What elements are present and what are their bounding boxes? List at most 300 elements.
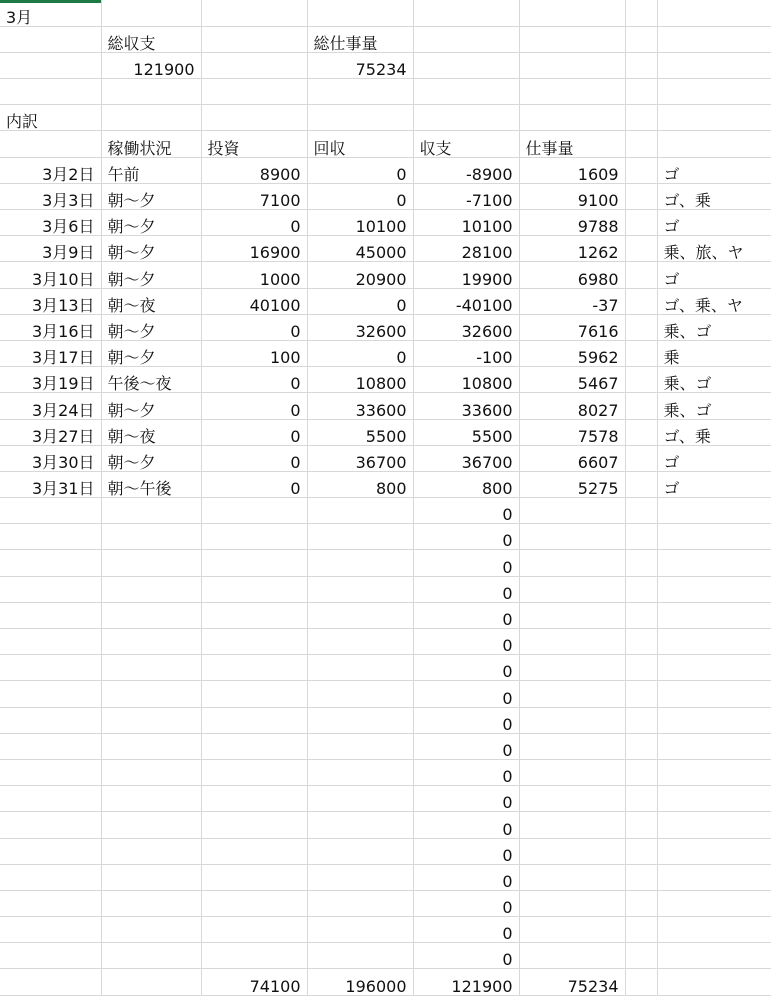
total-balance-label-cell[interactable]: 総収支 — [101, 26, 201, 52]
cell[interactable] — [625, 52, 657, 78]
work-cell[interactable]: 6607 — [519, 445, 625, 471]
cell[interactable] — [0, 943, 101, 969]
cell[interactable] — [307, 498, 413, 524]
status-cell[interactable]: 朝～夕 — [101, 236, 201, 262]
cell[interactable] — [101, 943, 201, 969]
note-cell[interactable]: ゴ — [657, 471, 771, 497]
balance-cell[interactable]: 0 — [413, 655, 519, 681]
cell[interactable] — [519, 733, 625, 759]
cell[interactable] — [201, 681, 307, 707]
cell[interactable] — [519, 655, 625, 681]
cell[interactable] — [101, 733, 201, 759]
cell[interactable] — [657, 52, 771, 78]
cell[interactable] — [101, 498, 201, 524]
header-investment-cell[interactable]: 投資 — [201, 131, 307, 157]
investment-cell[interactable]: 0 — [201, 210, 307, 236]
status-cell[interactable]: 午後～夜 — [101, 367, 201, 393]
note-cell[interactable]: 乗、ゴ — [657, 393, 771, 419]
balance-cell[interactable]: 36700 — [413, 445, 519, 471]
cell[interactable] — [625, 367, 657, 393]
cell[interactable] — [657, 969, 771, 995]
cell[interactable] — [0, 602, 101, 628]
balance-cell[interactable]: 0 — [413, 707, 519, 733]
cell[interactable] — [307, 786, 413, 812]
recovery-cell[interactable]: 33600 — [307, 393, 413, 419]
total-balance-value-cell[interactable]: 121900 — [101, 52, 201, 78]
cell[interactable] — [625, 236, 657, 262]
cell[interactable] — [201, 864, 307, 890]
status-cell[interactable]: 朝～午後 — [101, 471, 201, 497]
cell[interactable] — [307, 917, 413, 943]
cell[interactable] — [625, 419, 657, 445]
recovery-cell[interactable]: 0 — [307, 157, 413, 183]
cell[interactable] — [519, 681, 625, 707]
cell[interactable] — [201, 550, 307, 576]
cell[interactable] — [307, 759, 413, 785]
cell[interactable] — [519, 26, 625, 52]
cell[interactable] — [657, 79, 771, 105]
date-cell[interactable]: 3月17日 — [0, 340, 101, 366]
header-balance-cell[interactable]: 収支 — [413, 131, 519, 157]
cell[interactable] — [519, 0, 625, 26]
cell[interactable] — [625, 838, 657, 864]
cell[interactable] — [201, 759, 307, 785]
cell[interactable] — [101, 105, 201, 131]
cell[interactable] — [201, 602, 307, 628]
cell[interactable] — [519, 786, 625, 812]
balance-cell[interactable]: 0 — [413, 733, 519, 759]
recovery-cell[interactable]: 45000 — [307, 236, 413, 262]
cell[interactable] — [201, 524, 307, 550]
cell[interactable] — [519, 524, 625, 550]
cell[interactable] — [519, 890, 625, 916]
date-cell[interactable]: 3月13日 — [0, 288, 101, 314]
cell[interactable] — [0, 26, 101, 52]
cell[interactable] — [0, 890, 101, 916]
balance-cell[interactable]: 0 — [413, 602, 519, 628]
status-cell[interactable]: 朝～夕 — [101, 210, 201, 236]
cell[interactable] — [201, 52, 307, 78]
recovery-cell[interactable]: 10100 — [307, 210, 413, 236]
work-cell[interactable]: 5275 — [519, 471, 625, 497]
balance-cell[interactable]: 0 — [413, 917, 519, 943]
note-cell[interactable]: 乗、旅、ヤ — [657, 236, 771, 262]
cell[interactable] — [625, 890, 657, 916]
cell[interactable] — [201, 812, 307, 838]
balance-cell[interactable]: 10800 — [413, 367, 519, 393]
cell[interactable] — [101, 655, 201, 681]
date-cell[interactable]: 3月16日 — [0, 314, 101, 340]
cell[interactable] — [625, 943, 657, 969]
date-cell[interactable]: 3月19日 — [0, 367, 101, 393]
note-cell[interactable]: ゴ — [657, 210, 771, 236]
cell[interactable] — [657, 524, 771, 550]
cell[interactable] — [519, 943, 625, 969]
cell[interactable] — [307, 79, 413, 105]
note-cell[interactable]: 乗 — [657, 340, 771, 366]
balance-cell[interactable]: 0 — [413, 681, 519, 707]
cell[interactable] — [657, 812, 771, 838]
cell[interactable] — [307, 524, 413, 550]
cell[interactable] — [0, 759, 101, 785]
date-cell[interactable]: 3月2日 — [0, 157, 101, 183]
cell[interactable] — [101, 629, 201, 655]
cell[interactable] — [307, 629, 413, 655]
recovery-cell[interactable]: 800 — [307, 471, 413, 497]
cell[interactable] — [0, 681, 101, 707]
cell[interactable] — [519, 550, 625, 576]
cell[interactable] — [625, 79, 657, 105]
date-cell[interactable]: 3月31日 — [0, 471, 101, 497]
cell[interactable] — [0, 131, 101, 157]
note-cell[interactable]: ゴ、乗 — [657, 419, 771, 445]
status-cell[interactable]: 朝～夜 — [101, 419, 201, 445]
total-work-value-cell[interactable]: 75234 — [307, 52, 413, 78]
cell[interactable] — [657, 864, 771, 890]
recovery-cell[interactable]: 32600 — [307, 314, 413, 340]
cell[interactable] — [657, 759, 771, 785]
status-cell[interactable]: 朝～夕 — [101, 314, 201, 340]
work-cell[interactable]: 7616 — [519, 314, 625, 340]
cell[interactable] — [657, 550, 771, 576]
cell[interactable] — [307, 812, 413, 838]
cell[interactable] — [625, 786, 657, 812]
status-cell[interactable]: 朝～夜 — [101, 288, 201, 314]
cell[interactable] — [0, 812, 101, 838]
cell[interactable] — [307, 602, 413, 628]
cell[interactable] — [625, 655, 657, 681]
cell[interactable] — [657, 576, 771, 602]
month-label-cell[interactable]: 3月 — [0, 0, 101, 26]
cell[interactable] — [657, 131, 771, 157]
cell[interactable] — [625, 733, 657, 759]
date-cell[interactable]: 3月9日 — [0, 236, 101, 262]
cell[interactable] — [657, 786, 771, 812]
cell[interactable] — [657, 602, 771, 628]
cell[interactable] — [625, 524, 657, 550]
cell[interactable] — [0, 524, 101, 550]
cell[interactable] — [625, 183, 657, 209]
cell[interactable] — [625, 105, 657, 131]
date-cell[interactable]: 3月6日 — [0, 210, 101, 236]
cell[interactable] — [625, 681, 657, 707]
work-cell[interactable]: 1609 — [519, 157, 625, 183]
note-cell[interactable]: ゴ — [657, 262, 771, 288]
cell[interactable] — [0, 786, 101, 812]
investment-cell[interactable]: 8900 — [201, 157, 307, 183]
cell[interactable] — [307, 890, 413, 916]
cell[interactable] — [201, 890, 307, 916]
cell[interactable] — [657, 707, 771, 733]
cell[interactable] — [625, 707, 657, 733]
cell[interactable] — [657, 498, 771, 524]
cell[interactable] — [657, 629, 771, 655]
cell[interactable] — [657, 733, 771, 759]
cell[interactable] — [657, 105, 771, 131]
cell[interactable] — [201, 917, 307, 943]
cell[interactable] — [657, 838, 771, 864]
cell[interactable] — [201, 707, 307, 733]
cell[interactable] — [625, 210, 657, 236]
note-cell[interactable]: ゴ — [657, 445, 771, 471]
cell[interactable] — [101, 812, 201, 838]
cell[interactable] — [201, 943, 307, 969]
work-cell[interactable]: 9788 — [519, 210, 625, 236]
cell[interactable] — [519, 812, 625, 838]
cell[interactable] — [625, 288, 657, 314]
recovery-cell[interactable]: 10800 — [307, 367, 413, 393]
status-cell[interactable]: 朝～夕 — [101, 183, 201, 209]
status-cell[interactable]: 朝～夕 — [101, 445, 201, 471]
cell[interactable] — [0, 655, 101, 681]
cell[interactable] — [0, 498, 101, 524]
cell[interactable] — [625, 262, 657, 288]
balance-cell[interactable]: -100 — [413, 340, 519, 366]
cell[interactable] — [201, 655, 307, 681]
cell[interactable] — [413, 26, 519, 52]
cell[interactable] — [413, 79, 519, 105]
cell[interactable] — [625, 550, 657, 576]
balance-cell[interactable]: 28100 — [413, 236, 519, 262]
work-cell[interactable]: 7578 — [519, 419, 625, 445]
investment-cell[interactable]: 16900 — [201, 236, 307, 262]
breakdown-label-cell[interactable]: 内訳 — [0, 105, 101, 131]
status-cell[interactable]: 午前 — [101, 157, 201, 183]
balance-cell[interactable]: -8900 — [413, 157, 519, 183]
cell[interactable] — [519, 52, 625, 78]
balance-cell[interactable]: 0 — [413, 943, 519, 969]
cell[interactable] — [657, 890, 771, 916]
cell[interactable] — [101, 602, 201, 628]
cell[interactable] — [625, 864, 657, 890]
work-cell[interactable]: 6980 — [519, 262, 625, 288]
balance-cell[interactable]: -7100 — [413, 183, 519, 209]
note-cell[interactable]: ゴ、乗 — [657, 183, 771, 209]
cell[interactable] — [201, 105, 307, 131]
cell[interactable] — [201, 0, 307, 26]
header-status-cell[interactable]: 稼働状況 — [101, 131, 201, 157]
cell[interactable] — [0, 52, 101, 78]
work-cell[interactable]: 1262 — [519, 236, 625, 262]
date-cell[interactable]: 3月30日 — [0, 445, 101, 471]
investment-cell[interactable]: 0 — [201, 419, 307, 445]
cell[interactable] — [201, 786, 307, 812]
cell[interactable] — [101, 524, 201, 550]
cell[interactable] — [101, 79, 201, 105]
cell[interactable] — [625, 602, 657, 628]
balance-cell[interactable]: 0 — [413, 498, 519, 524]
investment-cell[interactable]: 100 — [201, 340, 307, 366]
balance-cell[interactable]: 0 — [413, 629, 519, 655]
recovery-cell[interactable]: 20900 — [307, 262, 413, 288]
investment-cell[interactable]: 0 — [201, 445, 307, 471]
cell[interactable] — [0, 969, 101, 995]
cell[interactable] — [101, 550, 201, 576]
balance-cell[interactable]: -40100 — [413, 288, 519, 314]
balance-cell[interactable]: 10100 — [413, 210, 519, 236]
investment-cell[interactable]: 7100 — [201, 183, 307, 209]
date-cell[interactable]: 3月10日 — [0, 262, 101, 288]
recovery-cell[interactable]: 36700 — [307, 445, 413, 471]
work-cell[interactable]: 9100 — [519, 183, 625, 209]
cell[interactable] — [657, 943, 771, 969]
recovery-cell[interactable]: 0 — [307, 288, 413, 314]
cell[interactable] — [625, 393, 657, 419]
recovery-cell[interactable]: 0 — [307, 340, 413, 366]
cell[interactable] — [101, 0, 201, 26]
note-cell[interactable]: 乗、ゴ — [657, 314, 771, 340]
cell[interactable] — [101, 917, 201, 943]
cell[interactable] — [307, 550, 413, 576]
investment-cell[interactable]: 40100 — [201, 288, 307, 314]
balance-cell[interactable]: 0 — [413, 550, 519, 576]
cell[interactable] — [101, 890, 201, 916]
cell[interactable] — [519, 707, 625, 733]
cell[interactable] — [519, 838, 625, 864]
balance-cell[interactable]: 5500 — [413, 419, 519, 445]
investment-cell[interactable]: 0 — [201, 314, 307, 340]
note-cell[interactable]: ゴ、乗、ヤ — [657, 288, 771, 314]
cell[interactable] — [625, 969, 657, 995]
recovery-cell[interactable]: 5500 — [307, 419, 413, 445]
cell[interactable] — [625, 759, 657, 785]
cell[interactable] — [0, 838, 101, 864]
cell[interactable] — [519, 79, 625, 105]
cell[interactable] — [307, 864, 413, 890]
cell[interactable] — [625, 445, 657, 471]
cell[interactable] — [519, 629, 625, 655]
cell[interactable] — [625, 26, 657, 52]
cell[interactable] — [0, 864, 101, 890]
cell[interactable] — [307, 576, 413, 602]
cell[interactable] — [657, 681, 771, 707]
cell[interactable] — [625, 157, 657, 183]
cell[interactable] — [101, 838, 201, 864]
cell[interactable] — [657, 26, 771, 52]
cell[interactable] — [201, 629, 307, 655]
cell[interactable] — [201, 576, 307, 602]
balance-cell[interactable]: 0 — [413, 759, 519, 785]
cell[interactable] — [101, 576, 201, 602]
cell[interactable] — [307, 681, 413, 707]
status-cell[interactable]: 朝～夕 — [101, 262, 201, 288]
cell[interactable] — [625, 0, 657, 26]
cell[interactable] — [307, 733, 413, 759]
date-cell[interactable]: 3月3日 — [0, 183, 101, 209]
cell[interactable] — [201, 79, 307, 105]
cell[interactable] — [657, 0, 771, 26]
total-recovery-cell[interactable]: 196000 — [307, 969, 413, 995]
cell[interactable] — [0, 707, 101, 733]
cell[interactable] — [657, 917, 771, 943]
date-cell[interactable]: 3月27日 — [0, 419, 101, 445]
cell[interactable] — [201, 498, 307, 524]
cell[interactable] — [307, 655, 413, 681]
cell[interactable] — [307, 0, 413, 26]
balance-cell[interactable]: 0 — [413, 786, 519, 812]
total-investment-cell[interactable]: 74100 — [201, 969, 307, 995]
cell[interactable] — [625, 576, 657, 602]
total-balance-cell[interactable]: 121900 — [413, 969, 519, 995]
balance-cell[interactable]: 0 — [413, 890, 519, 916]
balance-cell[interactable]: 0 — [413, 812, 519, 838]
cell[interactable] — [519, 917, 625, 943]
work-cell[interactable]: 5467 — [519, 367, 625, 393]
status-cell[interactable]: 朝～夕 — [101, 393, 201, 419]
cell[interactable] — [625, 314, 657, 340]
cell[interactable] — [519, 498, 625, 524]
total-work-label-cell[interactable]: 総仕事量 — [307, 26, 413, 52]
investment-cell[interactable]: 0 — [201, 471, 307, 497]
cell[interactable] — [101, 969, 201, 995]
cell[interactable] — [519, 602, 625, 628]
cell[interactable] — [0, 917, 101, 943]
cell[interactable] — [625, 629, 657, 655]
cell[interactable] — [307, 707, 413, 733]
cell[interactable] — [625, 917, 657, 943]
note-cell[interactable]: ゴ — [657, 157, 771, 183]
balance-cell[interactable]: 19900 — [413, 262, 519, 288]
balance-cell[interactable]: 0 — [413, 864, 519, 890]
cell[interactable] — [625, 812, 657, 838]
cell[interactable] — [307, 105, 413, 131]
cell[interactable] — [625, 131, 657, 157]
cell[interactable] — [0, 576, 101, 602]
total-work-cell[interactable]: 75234 — [519, 969, 625, 995]
balance-cell[interactable]: 32600 — [413, 314, 519, 340]
cell[interactable] — [101, 786, 201, 812]
investment-cell[interactable]: 1000 — [201, 262, 307, 288]
balance-cell[interactable]: 0 — [413, 838, 519, 864]
date-cell[interactable]: 3月24日 — [0, 393, 101, 419]
work-cell[interactable]: -37 — [519, 288, 625, 314]
header-work-cell[interactable]: 仕事量 — [519, 131, 625, 157]
cell[interactable] — [101, 707, 201, 733]
cell[interactable] — [101, 759, 201, 785]
note-cell[interactable]: 乗、ゴ — [657, 367, 771, 393]
cell[interactable] — [519, 105, 625, 131]
cell[interactable] — [201, 26, 307, 52]
balance-cell[interactable]: 0 — [413, 576, 519, 602]
cell[interactable] — [519, 759, 625, 785]
cell[interactable] — [519, 576, 625, 602]
work-cell[interactable]: 8027 — [519, 393, 625, 419]
cell[interactable] — [625, 498, 657, 524]
investment-cell[interactable]: 0 — [201, 367, 307, 393]
cell[interactable] — [307, 838, 413, 864]
cell[interactable] — [0, 79, 101, 105]
cell[interactable] — [625, 340, 657, 366]
cell[interactable] — [413, 0, 519, 26]
status-cell[interactable]: 朝～夕 — [101, 340, 201, 366]
cell[interactable] — [201, 733, 307, 759]
balance-cell[interactable]: 33600 — [413, 393, 519, 419]
balance-cell[interactable]: 0 — [413, 524, 519, 550]
cell[interactable] — [625, 471, 657, 497]
header-recovery-cell[interactable]: 回収 — [307, 131, 413, 157]
cell[interactable] — [657, 655, 771, 681]
cell[interactable] — [201, 838, 307, 864]
cell[interactable] — [413, 105, 519, 131]
cell[interactable] — [101, 681, 201, 707]
balance-cell[interactable]: 800 — [413, 471, 519, 497]
cell[interactable] — [101, 864, 201, 890]
cell[interactable] — [0, 550, 101, 576]
recovery-cell[interactable]: 0 — [307, 183, 413, 209]
cell[interactable] — [0, 629, 101, 655]
cell[interactable] — [519, 864, 625, 890]
cell[interactable] — [413, 52, 519, 78]
